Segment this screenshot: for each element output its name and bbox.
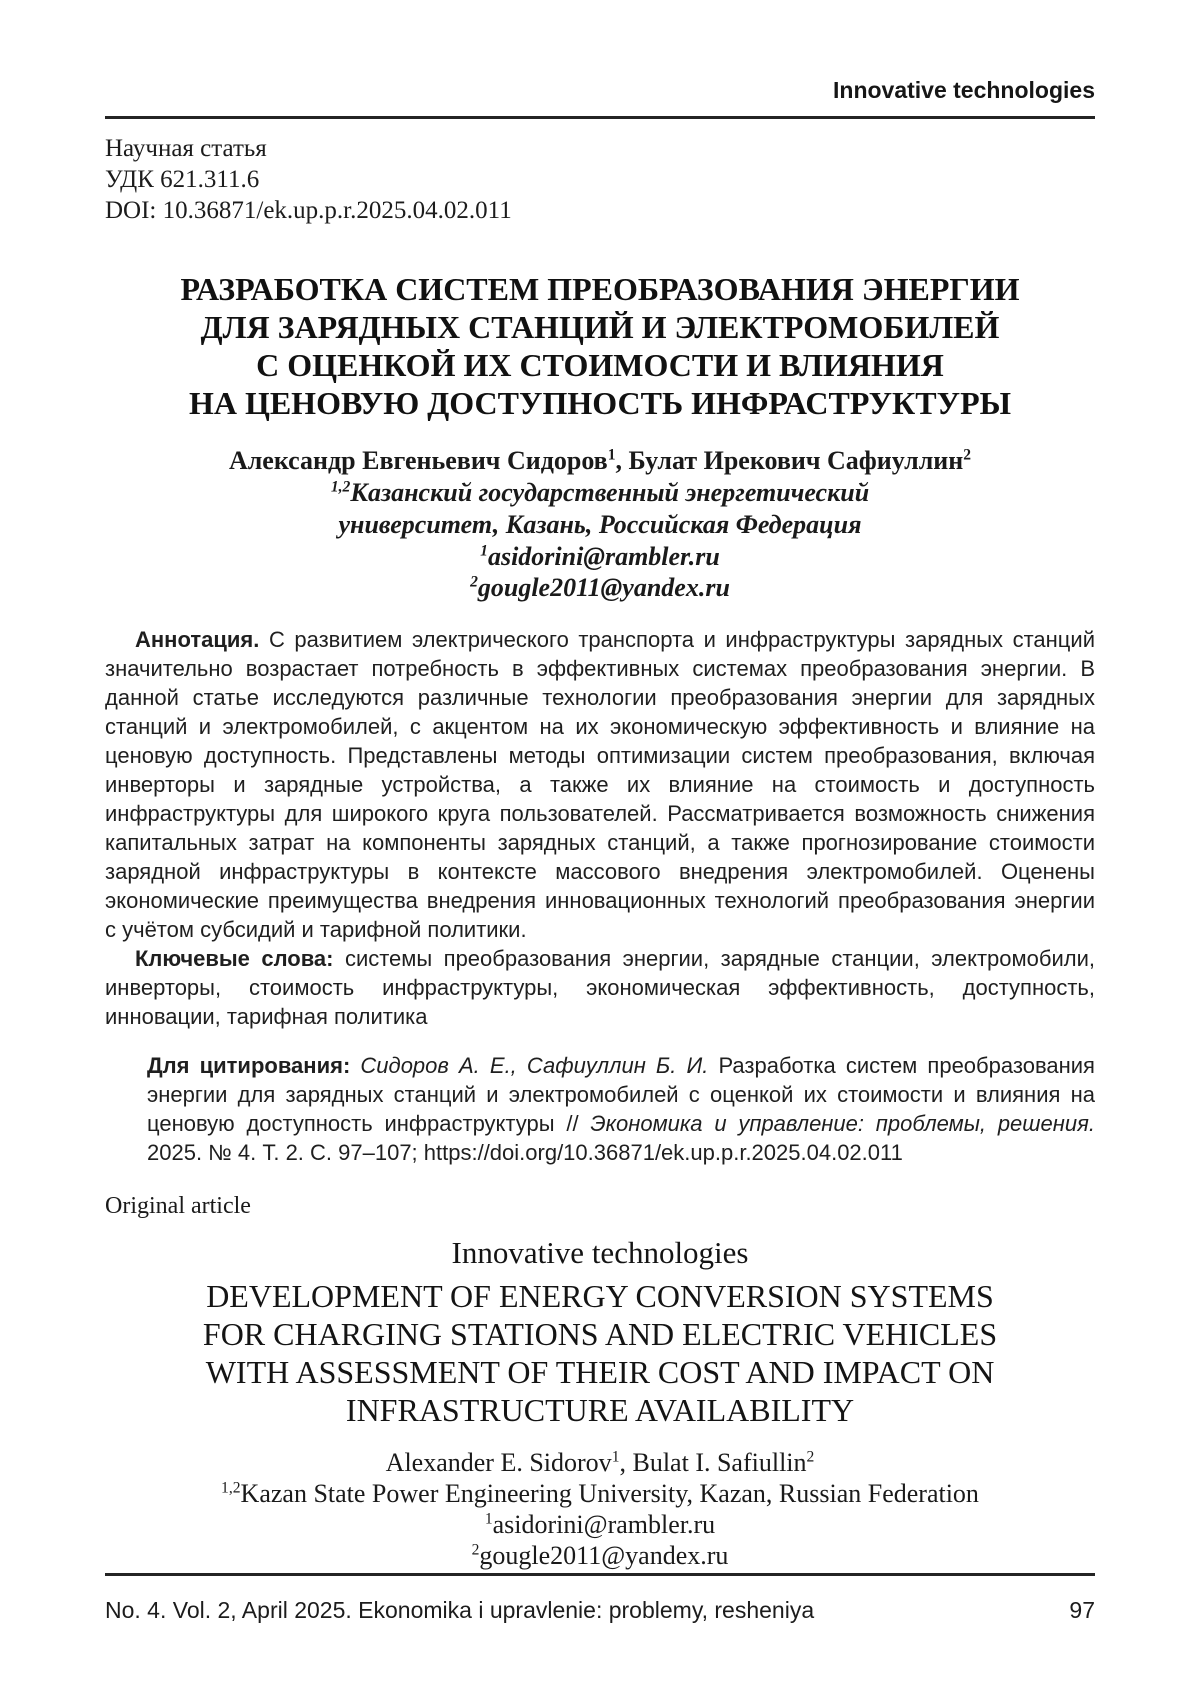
author-name-ru: Александр Евгеньевич Сидоров [228,446,608,475]
email-en-1 [105,1509,1095,1540]
article-title-en [105,1277,1095,1429]
affiliation-en-text: Kazan State Power Engineering University, Kazan, Russian Federation [240,1479,979,1508]
citation-journal: Экономика и управление: проблемы, решения. [590,1111,1095,1136]
title-ru-line: ДЛЯ ЗАРЯДНЫХ СТАНЦИЙ И ЭЛЕКТРОМОБИЛЕЙ [200,309,1000,345]
footer-page-number: 97 [1069,1597,1095,1623]
email-address: gougle2011@yandex.ru [479,1541,729,1570]
keywords-paragraph [105,944,1095,1031]
email-superscript: 1 [484,1510,493,1528]
affiliation-ru [105,477,1095,509]
article-meta [105,133,1095,226]
article-type-label: Научная статья [105,135,267,162]
citation-authors: Сидоров А. Е., Сафиуллин Б. И. [360,1053,709,1078]
email-ru-1 [105,541,1095,572]
title-ru-line: С ОЦЕНКОЙ ИХ СТОИМОСТИ И ВЛИЯНИЯ [256,347,944,383]
affiliation-superscript: 1,2 [330,478,351,496]
keywords-text: системы преобразования энергии, зарядные станции, электромобили, инверторы, стоимость инфраструктуры, экономическая эффективность, доступность, инновации, тарифная политика [105,946,1095,1029]
affiliation-ru-line1: Казанский государственный энергетический [350,478,870,507]
title-en-line: WITH ASSESSMENT OF THEIR COST AND IMPACT ON [205,1354,995,1390]
doi-label: DOI: 10.36871/ek.up.p.r.2025.04.02.011 [105,197,512,224]
affiliation-ru-line2: университет, Казань, Российская Федерация [338,510,862,539]
original-article-label: Original article [105,1193,251,1219]
title-en-line: FOR CHARGING STATIONS AND ELECTRIC VEHICLES [202,1316,998,1352]
author-superscript: 2 [963,446,972,464]
citation-block [147,1051,1095,1167]
author-superscript: 1 [611,1448,620,1466]
udk-label: УДК 621.311.6 [105,166,260,193]
article-title-ru [105,270,1095,422]
page-content [105,0,1095,1571]
abstract-paragraph [105,625,1095,944]
authors-ru [105,444,1095,477]
affiliation-en [105,1478,1095,1509]
title-en-line: DEVELOPMENT OF ENERGY CONVERSION SYSTEMS [206,1278,994,1314]
footer-row [105,1597,1095,1624]
email-en-2 [105,1540,1095,1571]
citation-label: Для цитирования: [147,1053,351,1078]
citation-tail: 2025. № 4. Т. 2. С. 97–107; https://doi.org/10.36871/ek.up.p.r.2025.04.02.011 [147,1140,903,1165]
email-superscript: 2 [471,1541,480,1559]
section-title-en: Innovative technologies [451,1235,749,1270]
affiliation-superscript: 1,2 [221,1479,241,1497]
footer-journal-info: No. 4. Vol. 2, April 2025. Ekonomika i upravlenie: problemy, resheniya [105,1597,815,1623]
title-ru-line: НА ЦЕНОВУЮ ДОСТУПНОСТЬ ИНФРАСТРУКТУРЫ [188,385,1012,421]
author-name-ru: Булат Ирекович Сафиуллин [628,446,964,475]
email-address: asidorini@rambler.ru [492,1510,716,1539]
author-name-en: Alexander E. Sidorov [385,1448,612,1477]
keywords-label: Ключевые слова: [135,946,334,971]
email-address: gougle2011@yandex.ru [477,573,730,602]
author-superscript: 2 [806,1448,815,1466]
authors-separator: , [615,446,629,475]
email-superscript: 2 [470,573,478,591]
abstract-label: Аннотация. [135,627,260,652]
page-footer [105,1573,1095,1624]
authors-en [105,1447,1095,1478]
running-head-section: Innovative technologies [833,77,1095,103]
top-divider [105,116,1095,119]
author-superscript: 1 [607,446,616,464]
email-address: asidorini@rambler.ru [487,542,720,571]
email-superscript: 1 [480,542,488,560]
authors-separator: , [619,1448,633,1477]
email-ru-2 [105,572,1095,603]
title-ru-line: РАЗРАБОТКА СИСТЕМ ПРЕОБРАЗОВАНИЯ ЭНЕРГИИ [180,271,1020,307]
title-en-line: INFRASTRUCTURE AVAILABILITY [345,1392,855,1428]
abstract-text: С развитием электрического транспорта и инфраструктуры зарядных станций значительно возрастает потребность в эффективных системах преобразования энергии. В данной статье исследуются различные технологии преобразования энергии для зарядных станций и электромобилей, с акцентом на их экономическую эффективность и влияние на ценовую доступность. Представлены методы оптимизации систем преобразования, включая инверторы и зарядные устройства, а также их влияние на стоимость и доступность инфраструктуры для широкого круга пользователей. Рассматривается возможность снижения капитальных затрат на компоненты зарядных станций, а также прогнозирование стоимости зарядной инфраструктуры в контексте массового внедрения электромобилей. Оценены экономические преимущества внедрения инновационных технологий преобразования энергии с учётом субсидий и тарифной политики. [105,627,1095,942]
citation-title: Разработка систем преобразования энергии для зарядных станций и электромобилей с оценкой их стоимости и влияния на ценовую доступность инфраструктуры // [147,1053,1095,1136]
author-name-en: Bulat I. Safiullin [632,1448,807,1477]
